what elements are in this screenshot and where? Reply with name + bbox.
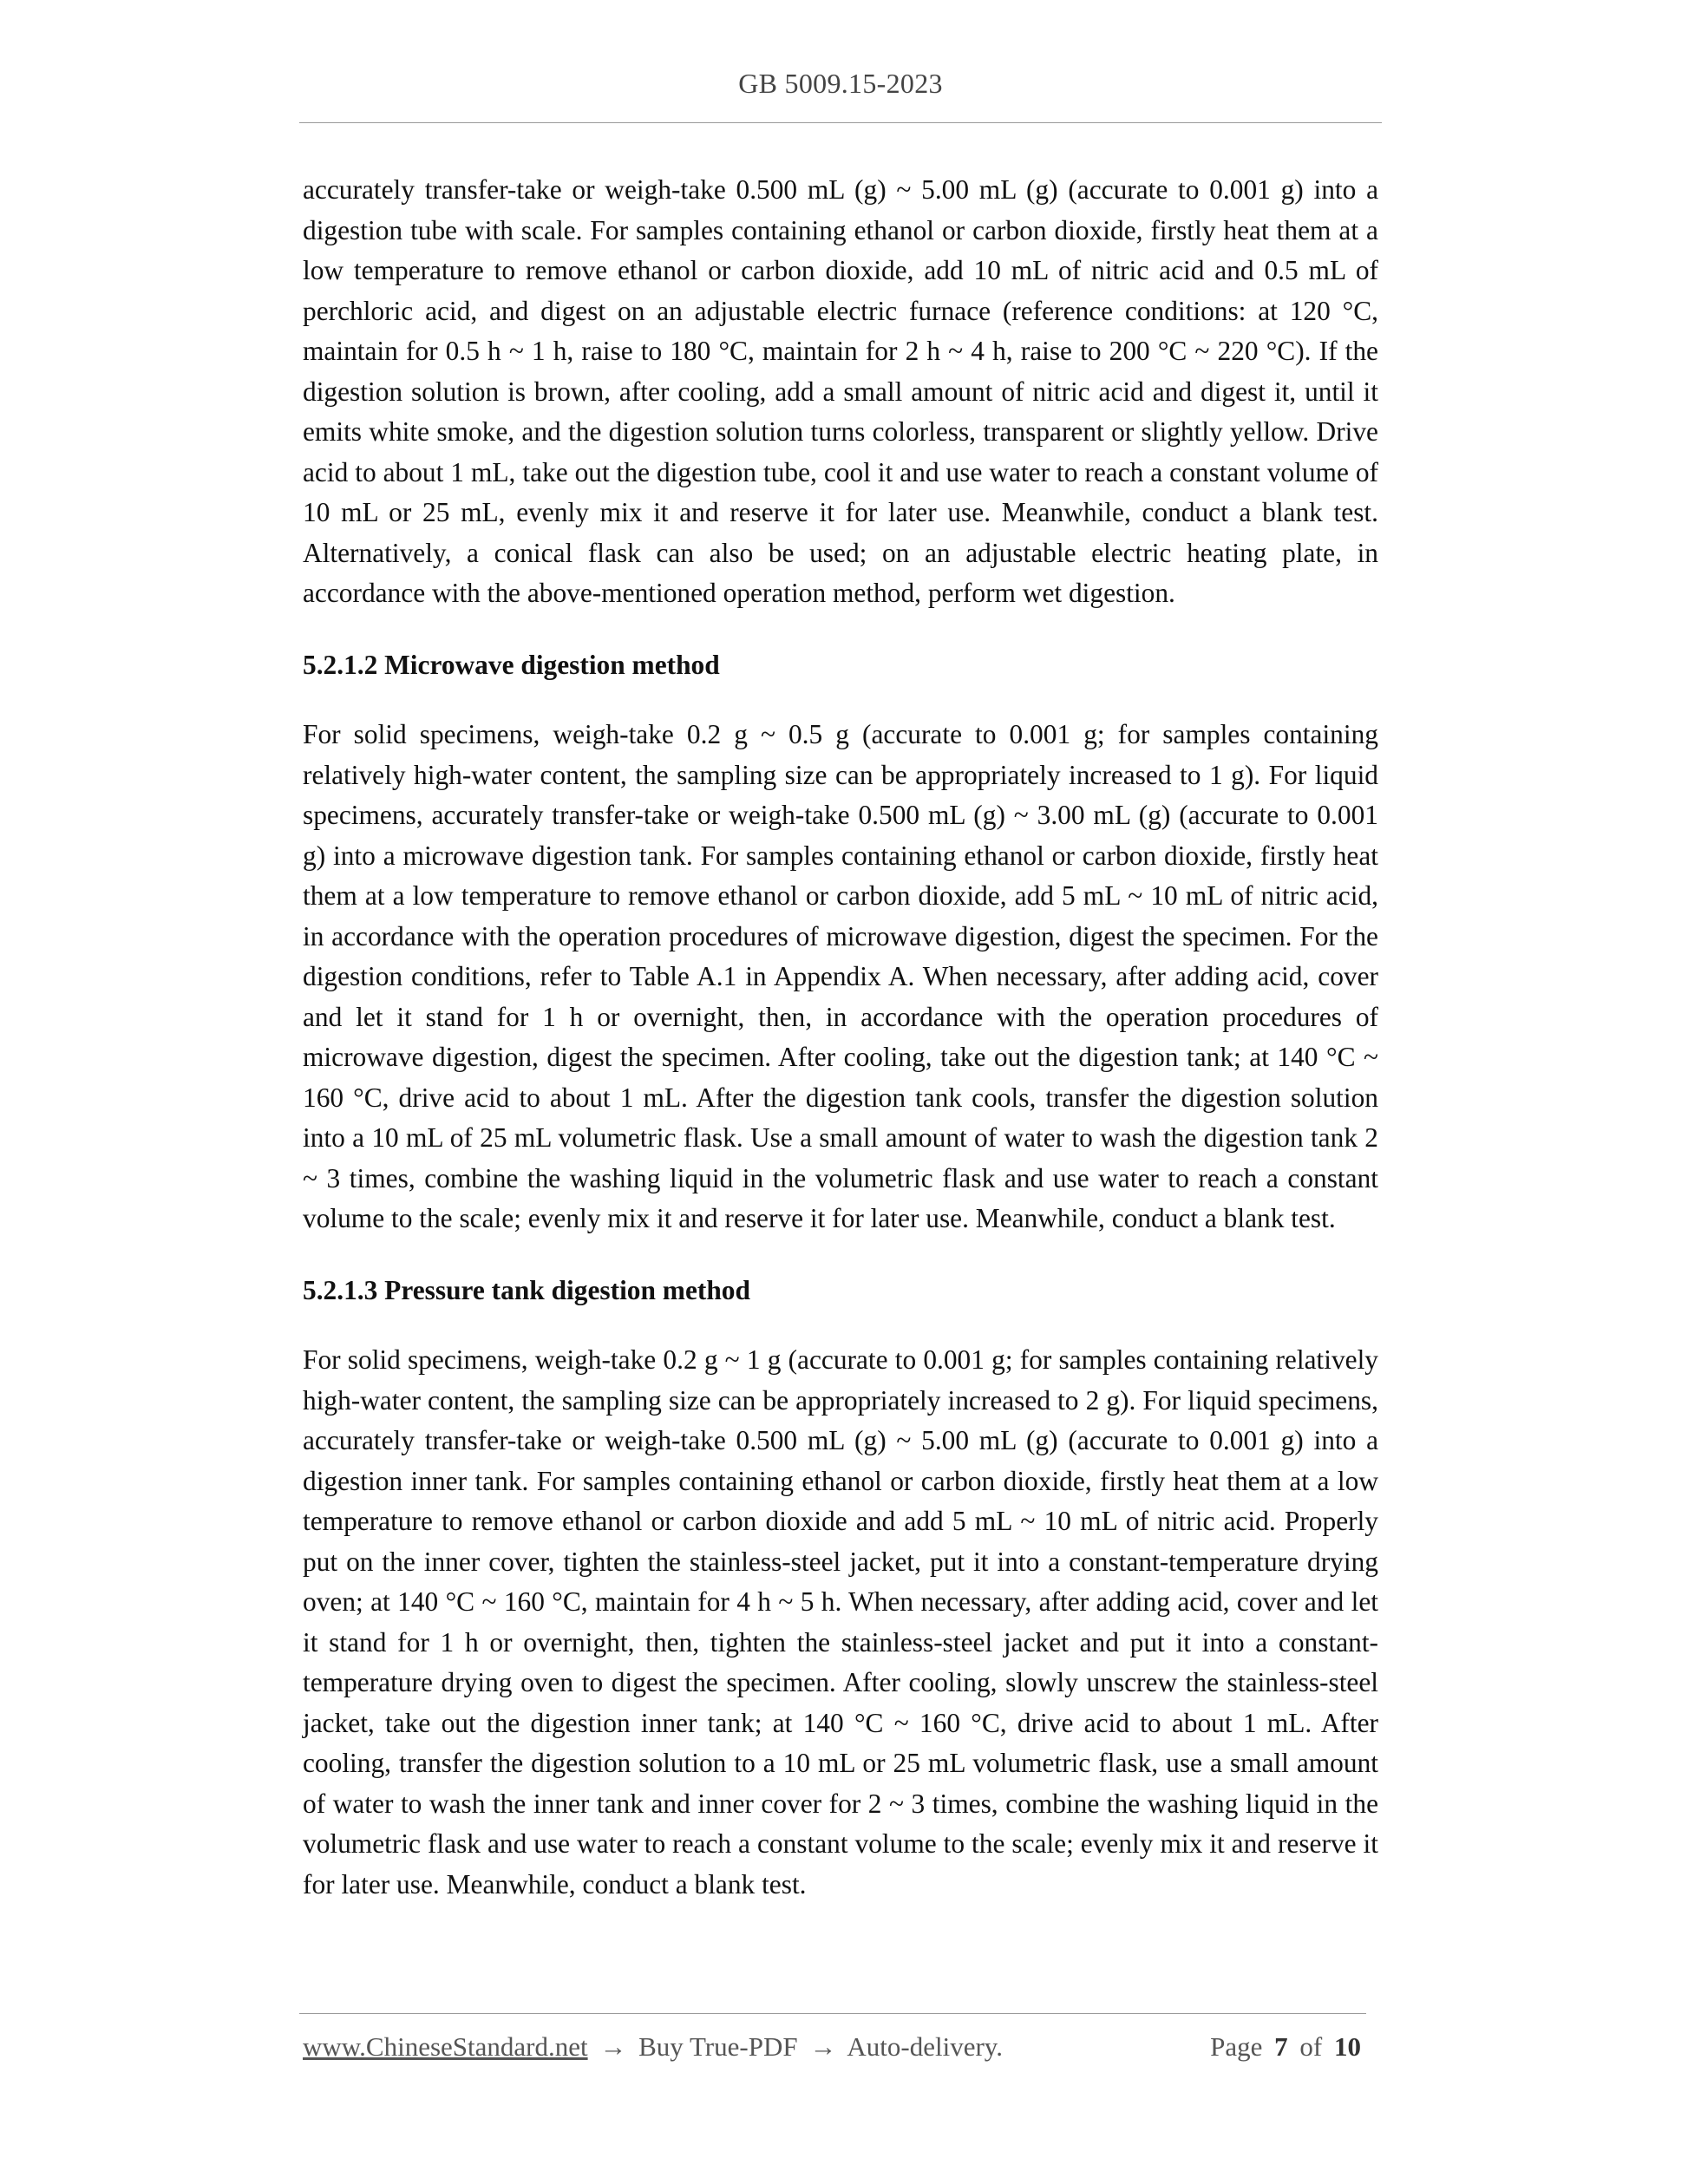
page-indicator bbox=[1210, 2031, 1366, 2063]
delivery-text: Auto-delivery. bbox=[847, 2031, 1004, 2062]
total-pages: 10 bbox=[1334, 2031, 1361, 2062]
buy-text: Buy True-PDF bbox=[638, 2031, 798, 2062]
section-heading-pressure-tank: 5.2.1.3 Pressure tank digestion method bbox=[303, 1274, 750, 1305]
page-label: Page bbox=[1210, 2031, 1263, 2062]
page-content bbox=[303, 170, 1378, 1905]
pressure-tank-paragraph: For solid specimens, weigh-take 0.2 g ~ 1 g (accurate to 0.001 g; for samples containing relatively high-water content, the sampling size can be appropriately increased to 2 g). For liquid specimens, accurately transfer-take or weigh-take 0.500 mL (g) ~ 5.00 mL (g) (accurate to 0.001 g) into a digestion inner tank. For samples containing ethanol or carbon dioxide, firstly heat them at a low temperature to remove ethanol or carbon dioxide and add 5 mL ~ 10 mL of nitric acid. Properly put on the inner cover, tighten the stainless-steel jacket, put it into a constant-temperature drying oven; at 140 °C ~ 160 °C, maintain for 4 h ~ 5 h. When necessary, after adding acid, cover and let it stand for 1 h or overnight, then, tighten the stainless-steel jacket and put it into a constant-temperature drying oven to digest the specimen. After cooling, slowly unscrew the stainless-steel jacket, take out the digestion inner tank; at 140 °C ~ 160 °C, drive acid to about 1 mL. After cooling, transfer the digestion solution to a 10 mL or 25 mL volumetric flask, use a small amount of water to wash the inner tank and inner cover for 2 ~ 3 times, combine the washing liquid in the volumetric flask and use water to reach a constant volume to the scale; evenly mix it and reserve it for later use. Meanwhile, conduct a blank test. bbox=[303, 1344, 1378, 1900]
footer-divider bbox=[299, 2013, 1366, 2014]
page-header bbox=[299, 68, 1382, 100]
footer-promo bbox=[303, 2031, 1003, 2063]
page-number: 7 bbox=[1274, 2031, 1288, 2062]
microwave-paragraph: For solid specimens, weigh-take 0.2 g ~ 0.5 g (accurate to 0.001 g; for samples containing relatively high-water content, the sampling size can be appropriately increased to 1 g). For liquid specimens, accurately transfer-take or weigh-take 0.500 mL (g) ~ 3.00 mL (g) (accurate to 0.001 g) into a microwave digestion tank. For samples containing ethanol or carbon dioxide, firstly heat them at a low temperature to remove ethanol or carbon dioxide, add 5 mL ~ 10 mL of nitric acid, in accordance with the operation procedures of microwave digestion, digest the specimen. For the digestion conditions, refer to Table A.1 in Appendix A. When necessary, after adding acid, cover and let it stand for 1 h or overnight, then, in accordance with the operation procedures of microwave digestion, digest the specimen. After cooling, take out the digestion tank; at 140 °C ~ 160 °C, drive acid to about 1 mL. After the digestion tank cools, transfer the digestion solution into a 10 mL of 25 mL volumetric flask. Use a small amount of water to wash the digestion tank 2 ~ 3 times, combine the washing liquid in the volumetric flask and use water to reach a constant volume to the scale; evenly mix it and reserve it for later use. Meanwhile, conduct a blank test. bbox=[303, 719, 1378, 1233]
of-label: of bbox=[1299, 2031, 1323, 2062]
section-heading-microwave: 5.2.1.2 Microwave digestion method bbox=[303, 649, 720, 680]
page-footer bbox=[303, 2031, 1366, 2075]
arrow-right-icon: → bbox=[599, 2031, 627, 2062]
arrow-right-icon: → bbox=[809, 2031, 837, 2062]
standard-number: GB 5009.15-2023 bbox=[738, 68, 943, 99]
intro-paragraph: accurately transfer-take or weigh-take 0.500 mL (g) ~ 5.00 mL (g) (accurate to 0.001 g) into a digestion tube with scale. For samples containing ethanol or carbon dioxide, firstly heat them at a low temperature to remove ethanol or carbon dioxide, add 10 mL of nitric acid and 0.5 mL of perchloric acid, and digest on an adjustable electric furnace (reference conditions: at 120 °C, maintain for 0.5 h ~ 1 h, raise to 180 °C, maintain for 2 h ~ 4 h, raise to 200 °C ~ 220 °C). If the digestion solution is brown, after cooling, add a small amount of nitric acid and digest it, until it emits white smoke, and the digestion solution turns colorless, transparent or slightly yellow. Drive acid to about 1 mL, take out the digestion tube, cool it and use water to reach a constant volume of 10 mL or 25 mL, evenly mix it and reserve it for later use. Meanwhile, conduct a blank test. Alternatively, a conical flask can also be used; on an adjustable electric heating plate, in accordance with the above-mentioned operation method, perform wet digestion. bbox=[303, 174, 1378, 608]
site-link[interactable]: www.ChineseStandard.net bbox=[303, 2031, 588, 2062]
header-divider bbox=[299, 122, 1382, 123]
